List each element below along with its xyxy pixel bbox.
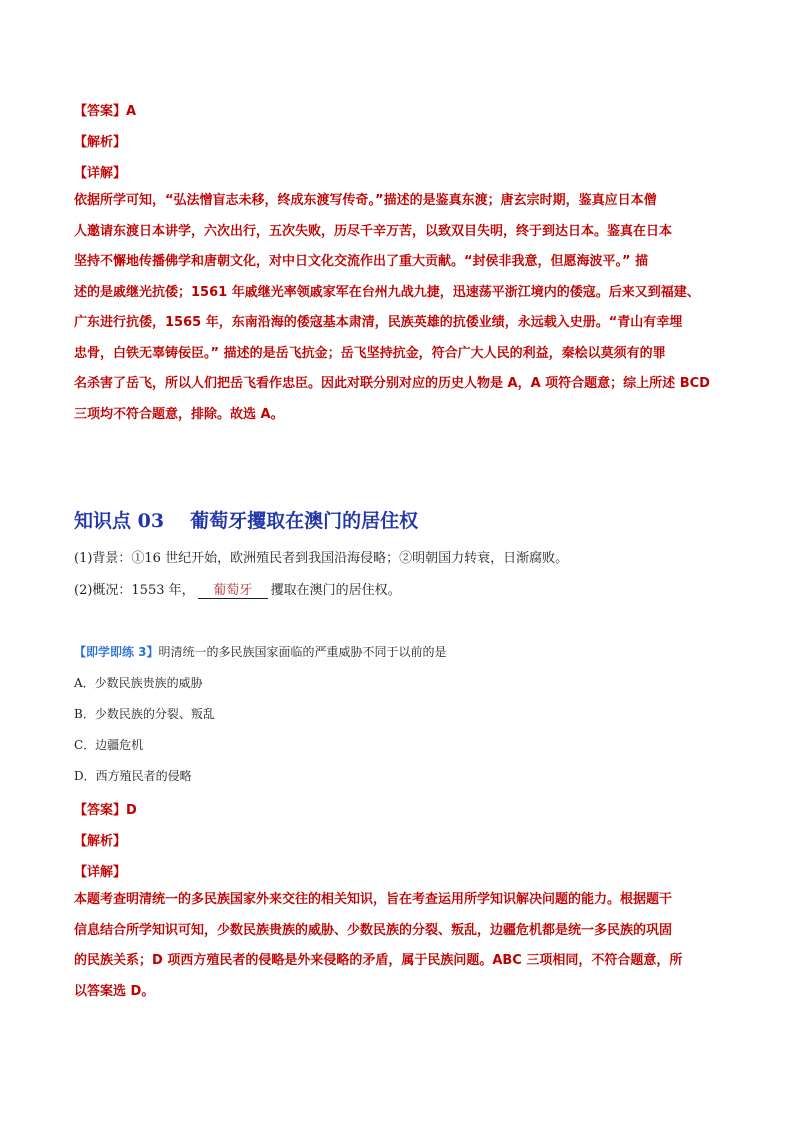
- answer-label-2: 【答案】D: [74, 803, 137, 818]
- explanation-line: 名杀害了岳飞，所以人们把岳飞看作忠臣。因此对联分别对应的历史人物是 A，A 项符合题意；综上所述 BCD: [74, 376, 710, 391]
- explanation-line: 本题考查明清统一的多民族国家外来交往的相关知识，旨在考查运用所学知识解决问题的能力。根据题干: [74, 892, 673, 907]
- answer-label-1: 【答案】A: [74, 104, 137, 119]
- explanation-line: 以答案选 D。: [74, 983, 155, 999]
- detail-label-1: 【详解】: [74, 166, 127, 181]
- explanation-line: 信息结合所学知识可知，少数民族贵族的威胁、少数民族的分裂、叛乱，边疆危机都是统一多民族的巩固: [74, 922, 673, 938]
- background-text: (1)背景：①16 世纪开始，欧洲殖民者到我国沿海侵略；②明朝国力转衰，日渐腐败。: [74, 551, 569, 566]
- detail-label-2: 【详解】: [74, 865, 127, 880]
- analysis-label-2: 【解析】: [74, 834, 127, 849]
- overview-prefix: (2)概况：1553 年，: [74, 583, 195, 598]
- explanation-paragraph-2: [74, 885, 724, 1007]
- explanation-line: 的民族关系；D 项西方殖民者的侵略是外来侵略的矛盾，属于民族问题。ABC 三项相同，不符合题意，所: [74, 953, 683, 968]
- option-a: A．少数民族贵族的威胁: [74, 676, 203, 690]
- explanation-line: 广东进行抗倭，1565 年，东南沿海的倭寇基本肃清，民族英雄的抗倭业绩，永远载入史册。“青山有幸埋: [74, 315, 683, 330]
- knowledge-point-heading: [74, 506, 418, 533]
- explanation-line: 述的是戚继光抗倭；1561 年戚继光率领戚家军在台州九战九捷，迅速荡平浙江境内的倭寇。后来又到福建、: [74, 284, 700, 300]
- overview-suffix: 攫取在澳门的居住权。: [270, 583, 401, 598]
- explanation-line: 人邀请东渡日本讲学，六次出行，五次失败，历尽千辛万苦，以致双目失明，终于到达日本。鉴真在日本: [74, 223, 673, 239]
- option-b: B．少数民族的分裂、叛乱: [74, 707, 215, 721]
- overview-text: [74, 579, 401, 599]
- option-d: D．西方殖民者的侵略: [74, 769, 192, 783]
- fill-in-blank: 葡萄牙: [198, 579, 268, 599]
- explanation-line: 依据所学可知，“弘法憎盲志未移，终成东渡写传奇。”描述的是鉴真东渡；唐玄宗时期，鉴真应日本僧: [74, 193, 657, 208]
- explanation-paragraph-1: [74, 186, 724, 430]
- explanation-line: 坚持不懈地传播佛学和唐朝文化，对中日文化交流作出了重大贡献。“封侯非我意，但愿海波平。” 描: [74, 254, 649, 269]
- knowledge-point-title: 葡萄牙攫取在澳门的居住权: [190, 510, 419, 532]
- exercise-question: [74, 643, 447, 660]
- option-c: C．边疆危机: [74, 738, 144, 752]
- knowledge-point-number: 知识点 03: [74, 510, 165, 532]
- question-text: 明清统一的多民族国家面临的严重威胁不同于以前的是: [158, 645, 447, 659]
- explanation-line: 忠骨，白铁无辜铸佞臣。” 描述的是岳飞抗金；岳飞坚持抗金，符合广大人民的利益，秦桧以莫须有的罪: [74, 345, 666, 361]
- exercise-tag: 【即学即练 3】: [74, 645, 159, 659]
- analysis-label-1: 【解析】: [74, 135, 127, 150]
- explanation-line: 三项均不符合题意，排除。故选 A。: [74, 406, 284, 422]
